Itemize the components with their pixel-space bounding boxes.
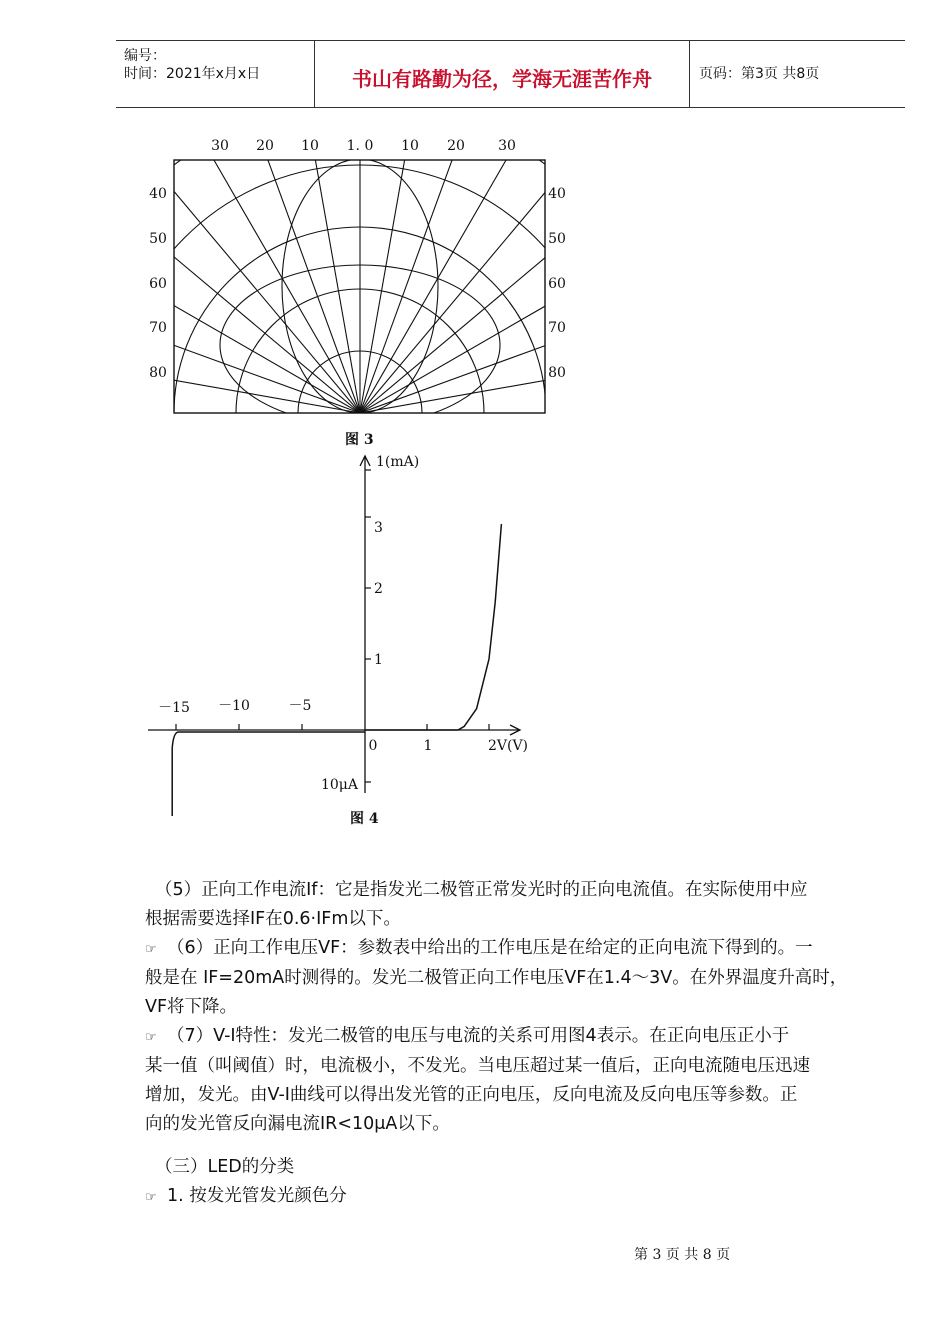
paragraph-line: 向的发光管反向漏电流IR<10μA以下。 [145,1114,450,1134]
paragraph-line: （6）正向工作电压VF：参数表中给出的工作电压是在给定的正向电流下得到的。一 [167,938,813,958]
left-label: 50 [149,231,167,247]
list-item: 1. 按发光管发光颜色分 [167,1186,347,1206]
paragraph-line: （7）V-I特性：发光二极管的电压与电流的关系可用图4表示。在正向电压正小于 [167,1026,790,1046]
left-label: 70 [149,320,167,336]
top-label: 30 [498,138,516,154]
page-header [116,40,905,108]
top-label: 10 [401,138,419,154]
forward-curve [365,524,501,730]
reverse-curve [172,732,365,816]
polar-spoke [360,326,580,413]
paragraph-line: 某一值（叫阈值）时，电流极小，不发光。当电压超过某一值后，正向电流随电压迅速 [145,1056,810,1076]
figure3-caption: 图 3 [345,432,374,448]
y-tick-label: 1 [374,652,383,668]
paragraph-line: 根据需要选择IF在0.6·IFm以下。 [145,909,401,929]
figure4-caption: 图 4 [350,811,379,827]
right-label: 50 [548,231,566,247]
top-label: 1. 0 [346,138,374,154]
header-page-cell [690,41,905,107]
left-label: 60 [149,276,167,292]
polar-spoke [360,163,580,413]
left-label: 40 [149,186,167,202]
paragraph-line: 增加，发光。由V-I曲线可以得出发光管的正向电压，反向电流及反向电压等参数。正 [145,1085,798,1105]
hand-pointer-icon: ☞ [145,942,157,957]
y-axis-label: 1(mA) [376,454,420,470]
x-pos-label: 1 [423,738,433,754]
serial-label: 编号： [124,48,166,64]
figure4-vi-chart [140,448,550,823]
page-footer: 第 3 页 共 8 页 [634,1247,731,1263]
page-label: 页码：第3页 共8页 [699,66,820,82]
y-tick-label: 2 [374,581,383,597]
section-heading: （三）LED的分类 [155,1157,295,1177]
x-neg-label: －15 [158,700,190,716]
polar-spoke [140,326,360,413]
paragraph-line: （5）正向工作电流If：它是指发光二极管正常发光时的正向电流值。在实际使用中应 [155,880,808,900]
axis-ticks [176,470,489,782]
y-tick-label: 3 [374,520,383,536]
top-label: 30 [211,138,229,154]
time-label: 时间：2021年x月x日 [124,66,261,82]
top-label: 10 [301,138,319,154]
figure3-polar-diagram [140,128,580,448]
top-label: 20 [447,138,465,154]
x-pos-label: 2V(V) [487,738,529,754]
paragraph-line: VF将下降。 [145,997,238,1017]
x-neg-label: －10 [218,698,250,714]
right-label: 40 [548,186,566,202]
header-motto-cell [315,41,690,107]
x-neg-label: －5 [288,698,312,714]
paragraph-line: 般是在 IF=20mA时测得的。发光二极管正向工作电压VF在1.4～3V。在外界温度升高时， [145,968,848,988]
right-label: 60 [548,276,566,292]
hand-pointer-icon: ☞ [145,1190,157,1205]
header-info-cell [116,41,315,107]
top-label: 20 [256,138,274,154]
hand-pointer-icon: ☞ [145,1030,157,1045]
body-text [145,876,875,1212]
motto-text: 书山有路勤为径，学海无涯苦作舟 [352,67,652,91]
polar-spoke [140,163,360,413]
right-label: 80 [548,365,566,381]
left-label: 80 [149,365,167,381]
right-label: 70 [548,320,566,336]
x-pos-label: 0 [368,738,378,754]
reverse-current-label: 10μA [320,777,358,793]
polar-grid [140,128,580,448]
